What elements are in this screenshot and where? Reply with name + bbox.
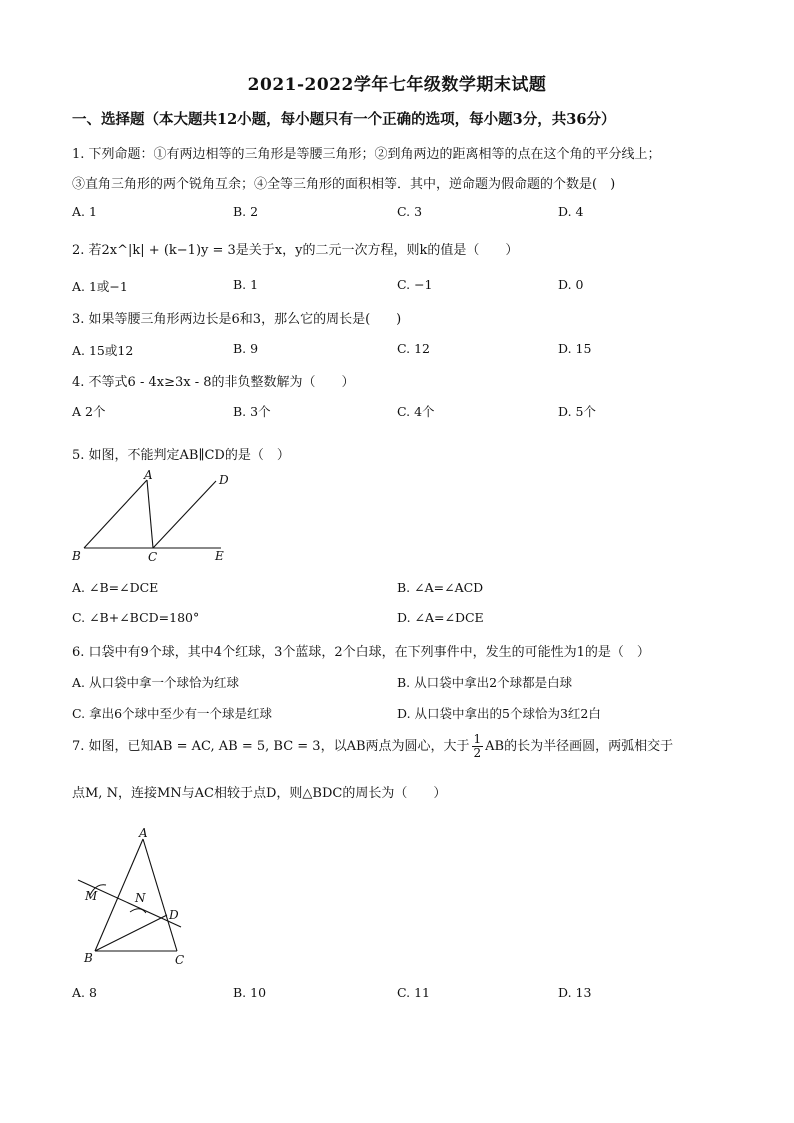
question-7-option-b: B. 10: [233, 985, 267, 1000]
label-a: A: [139, 826, 148, 840]
question-3-option-c: C. 12: [397, 341, 430, 356]
question-2-option-b: B. 1: [233, 277, 259, 292]
question-1-line-2: ③直角三角形的两个锐角互余；④全等三角形的面积相等．其中，逆命题为假命题的个数是( ): [72, 177, 616, 192]
line-ac: [143, 839, 177, 951]
line-bd: [95, 915, 167, 951]
question-7-line-1: [72, 733, 673, 760]
line-cd: [153, 481, 216, 548]
label-d: D: [169, 908, 179, 922]
question-2-option-d: D. 0: [558, 277, 584, 292]
question-4-option-c: C. 4个: [397, 404, 435, 419]
label-m: M: [85, 889, 98, 903]
question-4-option-d: D. 5个: [558, 404, 596, 419]
label-a: A: [144, 468, 153, 482]
question-7-text-part-1: 7. 如图，已知AB = AC, AB = 5, BC = 3，以AB两点为圆心，大于: [72, 739, 470, 754]
question-6-option-d: D. 从口袋中拿出的5个球恰为3红2白: [397, 706, 601, 721]
question-1-option-b: B. 2: [233, 204, 259, 219]
question-3-text: 3. 如果等腰三角形两边长是6和3，那么它的周长是( ): [72, 312, 402, 327]
question-5-figure: [66, 468, 246, 568]
question-2-text: 2. 若2x^|k| + (k−1)y = 3是关于x，y的二元一次方程，则k的值是（ ）: [72, 243, 519, 258]
question-4-text: 4. 不等式6 - 4x≥3x - 8的非负整数解为（ ）: [72, 375, 355, 390]
line-ab: [84, 480, 147, 548]
question-1-option-d: D. 4: [558, 204, 584, 219]
question-5-option-c: C. ∠B+∠BCD=180°: [72, 610, 200, 625]
question-3-option-d: D. 15: [558, 341, 592, 356]
label-d: D: [219, 473, 229, 487]
question-7-line-2: 点M, N，连接MN与AC相较于点D，则△BDC的周长为（ ）: [72, 786, 447, 801]
label-b: B: [72, 549, 81, 563]
question-1-option-c: C. 3: [397, 204, 423, 219]
label-n: N: [135, 891, 146, 905]
fraction-one-half: [472, 733, 484, 760]
question-7-option-a: A. 8: [72, 985, 97, 1000]
label-b: B: [84, 951, 93, 965]
question-5-text: 5. 如图，不能判定AB∥CD的是（ ）: [72, 448, 290, 463]
question-6-option-a: A. 从口袋中拿一个球恰为红球: [72, 675, 239, 690]
question-3-option-b: B. 9: [233, 341, 259, 356]
question-2-option-c: C. −1: [397, 277, 433, 292]
label-e: E: [215, 549, 224, 563]
fraction-numerator: 1: [473, 732, 482, 746]
fraction-denominator: 2: [473, 746, 482, 760]
line-ac: [147, 480, 153, 548]
question-6-option-b: B. 从口袋中拿出2个球都是白球: [397, 675, 573, 690]
question-3-option-a: A. 15或12: [72, 343, 134, 358]
question-4-option-a: A 2个: [72, 404, 106, 419]
question-7-text-part-2: AB的长为半径画圆，两弧相交于: [485, 739, 674, 754]
section-heading: 一、选择题（本大题共12小题，每小题只有一个正确的选项，每小题3分，共36分）: [72, 111, 616, 128]
question-5-option-b: B. ∠A=∠ACD: [397, 580, 484, 595]
question-7-figure: [70, 825, 200, 970]
line-mn: [78, 880, 181, 927]
question-4-option-b: B. 3个: [233, 404, 271, 419]
question-5-option-d: D. ∠A=∠DCE: [397, 610, 484, 625]
question-5-option-a: A. ∠B=∠DCE: [72, 580, 159, 595]
question-7-option-d: D. 13: [558, 985, 592, 1000]
label-c: C: [148, 550, 158, 564]
question-6-option-c: C. 拿出6个球中至少有一个球是红球: [72, 706, 273, 721]
question-1-line-1: 1. 下列命题：①有两边相等的三角形是等腰三角形；②到角两边的距离相等的点在这个角的平分线上；: [72, 147, 661, 162]
question-7-option-c: C. 11: [397, 985, 430, 1000]
question-1-option-a: A. 1: [72, 204, 97, 219]
page-title: 2021-2022学年七年级数学期末试题: [247, 75, 547, 95]
question-2-option-a: A. 1或−1: [72, 279, 128, 294]
question-6-text: 6. 口袋中有9个球，其中4个红球，3个蓝球，2个白球，在下列事件中，发生的可能性为1的是（ ）: [72, 645, 650, 660]
label-c: C: [175, 953, 185, 967]
